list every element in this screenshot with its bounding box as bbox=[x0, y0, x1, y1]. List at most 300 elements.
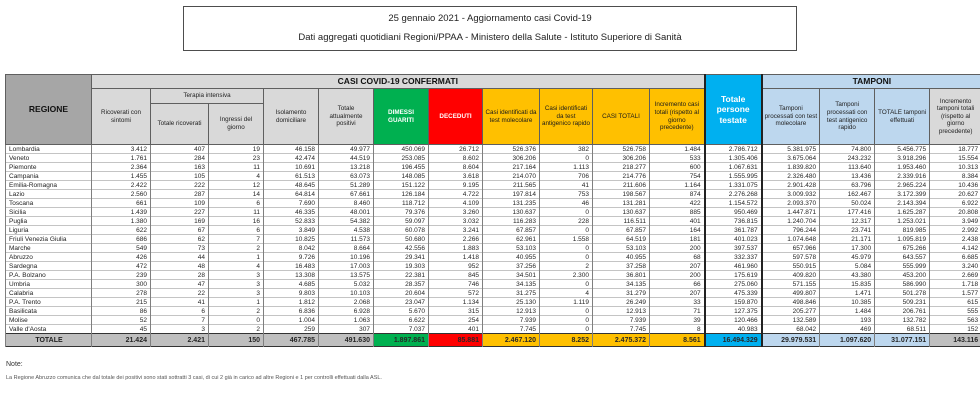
cell-casi_molecolare: 306.206 bbox=[483, 154, 540, 163]
table-row bbox=[6, 154, 980, 163]
cell-ricoverati: 1.761 bbox=[92, 154, 151, 163]
cell-tamponi_antigenico: 177.416 bbox=[820, 208, 875, 217]
cell-tamponi_antigenico: 1.097.620 bbox=[820, 334, 875, 347]
cell-totale_tamponi: 2.339.916 bbox=[875, 172, 930, 181]
cell-deceduti: 1.134 bbox=[429, 298, 483, 307]
cell-casi_totali: 36.801 bbox=[593, 271, 650, 280]
cell-ingressi_giorno: 3 bbox=[209, 271, 264, 280]
table-row bbox=[6, 253, 980, 262]
cell-dimessi: 7.037 bbox=[374, 325, 429, 334]
cell-incremento_casi: 1.484 bbox=[650, 145, 705, 154]
cell-casi_totali: 198.567 bbox=[593, 190, 650, 199]
cell-casi_molecolare: 214.070 bbox=[483, 172, 540, 181]
cell-casi_totali: 130.637 bbox=[593, 208, 650, 217]
cell-deceduti: 572 bbox=[429, 289, 483, 298]
cell-incremento_tamponi: 15.554 bbox=[930, 154, 980, 163]
cell-persone_testate: 332.337 bbox=[705, 253, 762, 262]
table-row bbox=[6, 325, 980, 334]
cell-incremento_tamponi: 20.808 bbox=[930, 208, 980, 217]
cell-ingressi_giorno: 19 bbox=[209, 145, 264, 154]
cell-persone_testate: 40.983 bbox=[705, 325, 762, 334]
cell-tamponi_molecolare: 68.042 bbox=[762, 325, 820, 334]
col-header-regione: REGIONE bbox=[6, 75, 92, 145]
cell-dimessi: 60.078 bbox=[374, 226, 429, 235]
cell-persone_testate: 120.466 bbox=[705, 316, 762, 325]
col-header-tamponi-molecolare: Tamponi processati con test molecolare bbox=[762, 89, 820, 145]
cell-attualmente_positivi: 8.664 bbox=[319, 244, 374, 253]
cell-incremento_casi: 39 bbox=[650, 316, 705, 325]
cell-casi_molecolare: 40.955 bbox=[483, 253, 540, 262]
cell-totale_tamponi: 509.231 bbox=[875, 298, 930, 307]
cell-casi_antigenico: 0 bbox=[540, 316, 593, 325]
cell-tamponi_antigenico: 1.471 bbox=[820, 289, 875, 298]
cell-ingressi_giorno: 1 bbox=[209, 253, 264, 262]
cell-attualmente_positivi: 10.196 bbox=[319, 253, 374, 262]
cell-incremento_tamponi: 615 bbox=[930, 298, 980, 307]
cell-casi_antigenico: 8.252 bbox=[540, 334, 593, 347]
cell-tamponi_antigenico: 162.467 bbox=[820, 190, 875, 199]
cell-casi_totali: 40.955 bbox=[593, 253, 650, 262]
cell-ingressi_giorno: 0 bbox=[209, 316, 264, 325]
col-header-terapia-intensiva: Terapia intensiva bbox=[151, 89, 264, 104]
cell-casi_totali: 214.776 bbox=[593, 172, 650, 181]
cell-deceduti: 845 bbox=[429, 271, 483, 280]
table-row bbox=[6, 235, 980, 244]
region-name: Puglia bbox=[6, 217, 92, 226]
cell-isolamento: 10.691 bbox=[264, 163, 319, 172]
table-row bbox=[6, 172, 980, 181]
cell-totale_tamponi: 31.077.151 bbox=[875, 334, 930, 347]
cell-totale_tamponi: 1.095.819 bbox=[875, 235, 930, 244]
col-header-incremento-tamponi: Incremento tamponi totali (rispetto al giorno precedente) bbox=[930, 89, 980, 145]
cell-totale_tamponi: 2.143.394 bbox=[875, 199, 930, 208]
cell-deceduti: 8.602 bbox=[429, 154, 483, 163]
cell-dimessi: 6.622 bbox=[374, 316, 429, 325]
cell-casi_molecolare: 2.467.120 bbox=[483, 334, 540, 347]
cell-tamponi_molecolare: 2.326.480 bbox=[762, 172, 820, 181]
region-name: Veneto bbox=[6, 154, 92, 163]
cell-totale_ricoverati: 28 bbox=[151, 271, 209, 280]
cell-dimessi: 1.897.861 bbox=[374, 334, 429, 347]
cell-tamponi_molecolare: 1.447.871 bbox=[762, 208, 820, 217]
cell-persone_testate: 1.305.406 bbox=[705, 154, 762, 163]
cell-deceduti: 26.712 bbox=[429, 145, 483, 154]
cell-ricoverati: 686 bbox=[92, 235, 151, 244]
cell-isolamento: 52.833 bbox=[264, 217, 319, 226]
cell-persone_testate: 950.469 bbox=[705, 208, 762, 217]
cell-casi_molecolare: 130.637 bbox=[483, 208, 540, 217]
cell-totale_ricoverati: 7 bbox=[151, 316, 209, 325]
cell-attualmente_positivi: 51.289 bbox=[319, 181, 374, 190]
cell-tamponi_antigenico: 74.800 bbox=[820, 145, 875, 154]
cell-dimessi: 29.341 bbox=[374, 253, 429, 262]
cell-casi_molecolare: 67.857 bbox=[483, 226, 540, 235]
cell-ricoverati: 1.380 bbox=[92, 217, 151, 226]
region-name: Umbria bbox=[6, 280, 92, 289]
cell-attualmente_positivi: 13.575 bbox=[319, 271, 374, 280]
cell-tamponi_antigenico: 50.024 bbox=[820, 199, 875, 208]
cell-incremento_tamponi: 6.685 bbox=[930, 253, 980, 262]
cell-totale_ricoverati: 47 bbox=[151, 280, 209, 289]
cell-attualmente_positivi: 307 bbox=[319, 325, 374, 334]
cell-incremento_tamponi: 8.384 bbox=[930, 172, 980, 181]
note-text: La Regione Abruzzo comunica che dal totale dei positivi sono stati sottratti 3 casi, di cui 2 già in carico ad altre Regioni e 1 per controlli effettuati dalla ASL. bbox=[6, 375, 382, 381]
cell-ricoverati: 300 bbox=[92, 280, 151, 289]
cell-persone_testate: 175.619 bbox=[705, 271, 762, 280]
cell-ricoverati: 239 bbox=[92, 271, 151, 280]
cell-ingressi_giorno: 3 bbox=[209, 289, 264, 298]
total-row bbox=[6, 334, 980, 347]
col-header-totale-tamponi: TOTALE tamponi effettuati bbox=[875, 89, 930, 145]
cell-attualmente_positivi: 54.382 bbox=[319, 217, 374, 226]
cell-casi_antigenico: 0 bbox=[540, 226, 593, 235]
region-name: Calabria bbox=[6, 289, 92, 298]
cell-casi_totali: 34.135 bbox=[593, 280, 650, 289]
cell-persone_testate: 159.870 bbox=[705, 298, 762, 307]
cell-ricoverati: 86 bbox=[92, 307, 151, 316]
col-header-casi-molecolare: Casi identificati da test molecolare bbox=[483, 89, 540, 145]
cell-tamponi_molecolare: 205.277 bbox=[762, 307, 820, 316]
cell-incremento_casi: 754 bbox=[650, 172, 705, 181]
cell-casi_molecolare: 526.376 bbox=[483, 145, 540, 154]
cell-casi_antigenico: 4 bbox=[540, 289, 593, 298]
cell-tamponi_molecolare: 498.846 bbox=[762, 298, 820, 307]
cell-incremento_tamponi: 2.669 bbox=[930, 271, 980, 280]
cell-attualmente_positivi: 67.661 bbox=[319, 190, 374, 199]
col-header-attualmente-positivi: Totale attualmente positivi bbox=[319, 89, 374, 145]
cell-totale_ricoverati: 62 bbox=[151, 235, 209, 244]
cell-persone_testate: 1.331.075 bbox=[705, 181, 762, 190]
cell-ingressi_giorno: 2 bbox=[209, 325, 264, 334]
cell-incremento_casi: 207 bbox=[650, 289, 705, 298]
banner-casi-confermati: CASI COVID-19 CONFERMATI bbox=[92, 75, 705, 89]
cell-ingressi_giorno: 6 bbox=[209, 226, 264, 235]
table-row bbox=[6, 217, 980, 226]
col-header-totale-ricoverati: Totale ricoverati bbox=[151, 104, 209, 145]
cell-tamponi_antigenico: 21.171 bbox=[820, 235, 875, 244]
cell-incremento_casi: 8 bbox=[650, 325, 705, 334]
cell-incremento_tamponi: 2.438 bbox=[930, 235, 980, 244]
cell-isolamento: 16.483 bbox=[264, 262, 319, 271]
region-name: Piemonte bbox=[6, 163, 92, 172]
region-name: Sicilia bbox=[6, 208, 92, 217]
cell-deceduti: 9.195 bbox=[429, 181, 483, 190]
cell-casi_totali: 131.281 bbox=[593, 199, 650, 208]
cell-casi_molecolare: 131.235 bbox=[483, 199, 540, 208]
table-row bbox=[6, 181, 980, 190]
cell-casi_antigenico: 46 bbox=[540, 199, 593, 208]
cell-isolamento: 10.825 bbox=[264, 235, 319, 244]
cell-tamponi_antigenico: 45.979 bbox=[820, 253, 875, 262]
cell-incremento_casi: 66 bbox=[650, 280, 705, 289]
cell-casi_antigenico: 41 bbox=[540, 181, 593, 190]
col-header-ricoverati: Ricoverati con sintomi bbox=[92, 89, 151, 145]
cell-attualmente_positivi: 10.103 bbox=[319, 289, 374, 298]
cell-tamponi_molecolare: 796.244 bbox=[762, 226, 820, 235]
cell-ricoverati: 1.455 bbox=[92, 172, 151, 181]
cell-ricoverati: 426 bbox=[92, 253, 151, 262]
cell-casi_totali: 67.857 bbox=[593, 226, 650, 235]
region-name: Basilicata bbox=[6, 307, 92, 316]
cell-deceduti: 3.241 bbox=[429, 226, 483, 235]
cell-tamponi_molecolare: 597.578 bbox=[762, 253, 820, 262]
cell-ricoverati: 472 bbox=[92, 262, 151, 271]
cell-incremento_casi: 33 bbox=[650, 298, 705, 307]
col-header-isolamento: Isolamento domiciliare bbox=[264, 89, 319, 145]
cell-ingressi_giorno: 2 bbox=[209, 307, 264, 316]
cell-persone_testate: 361.787 bbox=[705, 226, 762, 235]
cell-ingressi_giorno: 3 bbox=[209, 280, 264, 289]
cell-totale_ricoverati: 41 bbox=[151, 298, 209, 307]
cell-isolamento: 13.308 bbox=[264, 271, 319, 280]
cell-deceduti: 1.883 bbox=[429, 244, 483, 253]
cell-isolamento: 9.726 bbox=[264, 253, 319, 262]
region-name: TOTALE bbox=[6, 334, 92, 347]
cell-ricoverati: 2.560 bbox=[92, 190, 151, 199]
cell-casi_antigenico: 1.119 bbox=[540, 298, 593, 307]
cell-tamponi_antigenico: 1.484 bbox=[820, 307, 875, 316]
cell-casi_antigenico: 0 bbox=[540, 154, 593, 163]
table-row bbox=[6, 190, 980, 199]
cell-tamponi_antigenico: 243.232 bbox=[820, 154, 875, 163]
cell-dimessi: 28.357 bbox=[374, 280, 429, 289]
region-name: Abruzzo bbox=[6, 253, 92, 262]
cell-isolamento: 61.513 bbox=[264, 172, 319, 181]
cell-isolamento: 46.158 bbox=[264, 145, 319, 154]
cell-ricoverati: 45 bbox=[92, 325, 151, 334]
cell-incremento_casi: 164 bbox=[650, 226, 705, 235]
cell-ingressi_giorno: 4 bbox=[209, 262, 264, 271]
cell-attualmente_positivi: 8.460 bbox=[319, 199, 374, 208]
region-name: P.A. Trento bbox=[6, 298, 92, 307]
cell-tamponi_antigenico: 469 bbox=[820, 325, 875, 334]
cell-casi_totali: 306.206 bbox=[593, 154, 650, 163]
cell-ingressi_giorno: 16 bbox=[209, 217, 264, 226]
table-row bbox=[6, 298, 980, 307]
cell-dimessi: 22.381 bbox=[374, 271, 429, 280]
cell-casi_molecolare: 34.501 bbox=[483, 271, 540, 280]
cell-totale_ricoverati: 284 bbox=[151, 154, 209, 163]
cell-attualmente_positivi: 63.073 bbox=[319, 172, 374, 181]
cell-totale_tamponi: 2.965.224 bbox=[875, 181, 930, 190]
cell-tamponi_antigenico: 13.436 bbox=[820, 172, 875, 181]
table-row bbox=[6, 262, 980, 271]
cell-casi_antigenico: 0 bbox=[540, 208, 593, 217]
cell-isolamento: 64.814 bbox=[264, 190, 319, 199]
region-name: Friuli Venezia Giulia bbox=[6, 235, 92, 244]
cell-deceduti: 8.604 bbox=[429, 163, 483, 172]
cell-persone_testate: 401.023 bbox=[705, 235, 762, 244]
cell-persone_testate: 16.494.329 bbox=[705, 334, 762, 347]
cell-persone_testate: 475.339 bbox=[705, 289, 762, 298]
cell-totale_ricoverati: 3 bbox=[151, 325, 209, 334]
cell-casi_molecolare: 116.283 bbox=[483, 217, 540, 226]
region-name: Lazio bbox=[6, 190, 92, 199]
cell-incremento_tamponi: 2.992 bbox=[930, 226, 980, 235]
cell-tamponi_molecolare: 499.807 bbox=[762, 289, 820, 298]
cell-ricoverati: 661 bbox=[92, 199, 151, 208]
cell-tamponi_antigenico: 43.380 bbox=[820, 271, 875, 280]
cell-casi_molecolare: 31.275 bbox=[483, 289, 540, 298]
cell-incremento_tamponi: 3.949 bbox=[930, 217, 980, 226]
cell-persone_testate: 461.960 bbox=[705, 262, 762, 271]
cell-deceduti: 3.032 bbox=[429, 217, 483, 226]
cell-totale_ricoverati: 67 bbox=[151, 226, 209, 235]
cell-casi_molecolare: 217.164 bbox=[483, 163, 540, 172]
cell-tamponi_antigenico: 63.796 bbox=[820, 181, 875, 190]
cell-casi_antigenico: 753 bbox=[540, 190, 593, 199]
cell-casi_molecolare: 7.939 bbox=[483, 316, 540, 325]
cell-ricoverati: 215 bbox=[92, 298, 151, 307]
cell-persone_testate: 397.537 bbox=[705, 244, 762, 253]
cell-ingressi_giorno: 2 bbox=[209, 244, 264, 253]
cell-isolamento: 48.645 bbox=[264, 181, 319, 190]
cell-ingressi_giorno: 7 bbox=[209, 235, 264, 244]
cell-casi_antigenico: 706 bbox=[540, 172, 593, 181]
cell-totale_ricoverati: 169 bbox=[151, 217, 209, 226]
cell-ricoverati: 52 bbox=[92, 316, 151, 325]
cell-incremento_tamponi: 152 bbox=[930, 325, 980, 334]
cell-deceduti: 4.109 bbox=[429, 199, 483, 208]
cell-isolamento: 4.685 bbox=[264, 280, 319, 289]
cell-totale_tamponi: 675.266 bbox=[875, 244, 930, 253]
cell-totale_ricoverati: 163 bbox=[151, 163, 209, 172]
region-name: Lombardia bbox=[6, 145, 92, 154]
table-row bbox=[6, 280, 980, 289]
region-name: P.A. Bolzano bbox=[6, 271, 92, 280]
cell-tamponi_molecolare: 657.966 bbox=[762, 244, 820, 253]
table-row bbox=[6, 289, 980, 298]
cell-totale_ricoverati: 44 bbox=[151, 253, 209, 262]
cell-isolamento: 9.803 bbox=[264, 289, 319, 298]
cell-ingressi_giorno: 14 bbox=[209, 190, 264, 199]
cell-casi_antigenico: 382 bbox=[540, 145, 593, 154]
cell-dimessi: 59.097 bbox=[374, 217, 429, 226]
cell-dimessi: 450.069 bbox=[374, 145, 429, 154]
cell-incremento_casi: 885 bbox=[650, 208, 705, 217]
cell-attualmente_positivi: 13.218 bbox=[319, 163, 374, 172]
cell-ingressi_giorno: 150 bbox=[209, 334, 264, 347]
cell-tamponi_molecolare: 571.155 bbox=[762, 280, 820, 289]
cell-deceduti: 401 bbox=[429, 325, 483, 334]
table-row bbox=[6, 271, 980, 280]
col-header-tamponi-antigenico: Tamponi processati con test antigenico rapido bbox=[820, 89, 875, 145]
cell-ingressi_giorno: 4 bbox=[209, 172, 264, 181]
cell-tamponi_antigenico: 193 bbox=[820, 316, 875, 325]
cell-ingressi_giorno: 11 bbox=[209, 208, 264, 217]
region-name: Molise bbox=[6, 316, 92, 325]
region-name: Toscana bbox=[6, 199, 92, 208]
cell-totale_ricoverati: 109 bbox=[151, 199, 209, 208]
cell-totale_ricoverati: 287 bbox=[151, 190, 209, 199]
col-header-persone-testate: Totale persone testate bbox=[705, 75, 762, 145]
cell-totale_tamponi: 453.200 bbox=[875, 271, 930, 280]
cell-incremento_casi: 1.164 bbox=[650, 181, 705, 190]
cell-ricoverati: 2.364 bbox=[92, 163, 151, 172]
cell-incremento_tamponi: 143.116 bbox=[930, 334, 980, 347]
cell-casi_antigenico: 2 bbox=[540, 262, 593, 271]
cell-casi_totali: 218.277 bbox=[593, 163, 650, 172]
cell-attualmente_positivi: 49.977 bbox=[319, 145, 374, 154]
cell-totale_tamponi: 3.918.296 bbox=[875, 154, 930, 163]
region-name: Sardegna bbox=[6, 262, 92, 271]
cell-incremento_tamponi: 4.142 bbox=[930, 244, 980, 253]
cell-persone_testate: 275.060 bbox=[705, 280, 762, 289]
cell-totale_tamponi: 586.990 bbox=[875, 280, 930, 289]
cell-dimessi: 151.122 bbox=[374, 181, 429, 190]
table-row bbox=[6, 208, 980, 217]
cell-tamponi_molecolare: 409.820 bbox=[762, 271, 820, 280]
cell-casi_molecolare: 53.103 bbox=[483, 244, 540, 253]
cell-casi_antigenico: 0 bbox=[540, 325, 593, 334]
table-row bbox=[6, 244, 980, 253]
cell-attualmente_positivi: 6.928 bbox=[319, 307, 374, 316]
cell-casi_antigenico: 0 bbox=[540, 253, 593, 262]
cell-tamponi_antigenico: 17.300 bbox=[820, 244, 875, 253]
cell-ingressi_giorno: 23 bbox=[209, 154, 264, 163]
cell-deceduti: 3.260 bbox=[429, 208, 483, 217]
cell-tamponi_molecolare: 2.901.428 bbox=[762, 181, 820, 190]
cell-casi_antigenico: 1.113 bbox=[540, 163, 593, 172]
cell-incremento_casi: 8.561 bbox=[650, 334, 705, 347]
cell-attualmente_positivi: 2.068 bbox=[319, 298, 374, 307]
cell-attualmente_positivi: 491.630 bbox=[319, 334, 374, 347]
cell-dimessi: 50.680 bbox=[374, 235, 429, 244]
cell-attualmente_positivi: 44.519 bbox=[319, 154, 374, 163]
cell-totale_ricoverati: 48 bbox=[151, 262, 209, 271]
table-row bbox=[6, 307, 980, 316]
region-name: Marche bbox=[6, 244, 92, 253]
cell-ingressi_giorno: 1 bbox=[209, 298, 264, 307]
col-header-ingressi-giorno: Ingressi del giorno bbox=[209, 104, 264, 145]
cell-deceduti: 746 bbox=[429, 280, 483, 289]
cell-dimessi: 20.604 bbox=[374, 289, 429, 298]
cell-tamponi_molecolare: 1.839.820 bbox=[762, 163, 820, 172]
cell-persone_testate: 127.375 bbox=[705, 307, 762, 316]
region-name: Emilia-Romagna bbox=[6, 181, 92, 190]
table-row bbox=[6, 199, 980, 208]
footer-notes bbox=[6, 361, 980, 381]
cell-isolamento: 467.785 bbox=[264, 334, 319, 347]
cell-dimessi: 5.670 bbox=[374, 307, 429, 316]
report-title: 25 gennaio 2021 - Aggiornamento casi Covid-19 bbox=[388, 13, 592, 24]
cell-tamponi_molecolare: 1.074.648 bbox=[762, 235, 820, 244]
cell-attualmente_positivi: 17.003 bbox=[319, 262, 374, 271]
cell-isolamento: 3.849 bbox=[264, 226, 319, 235]
cell-incremento_tamponi: 1.577 bbox=[930, 289, 980, 298]
cell-persone_testate: 1.154.572 bbox=[705, 199, 762, 208]
cell-totale_ricoverati: 105 bbox=[151, 172, 209, 181]
cell-casi_antigenico: 1.558 bbox=[540, 235, 593, 244]
cell-ingressi_giorno: 11 bbox=[209, 163, 264, 172]
cell-casi_molecolare: 211.565 bbox=[483, 181, 540, 190]
cell-ricoverati: 1.439 bbox=[92, 208, 151, 217]
cell-totale_tamponi: 3.172.399 bbox=[875, 190, 930, 199]
cell-deceduti: 315 bbox=[429, 307, 483, 316]
cell-casi_molecolare: 37.256 bbox=[483, 262, 540, 271]
cell-casi_totali: 211.606 bbox=[593, 181, 650, 190]
cell-tamponi_molecolare: 5.381.975 bbox=[762, 145, 820, 154]
cell-dimessi: 196.455 bbox=[374, 163, 429, 172]
table-row bbox=[6, 145, 980, 154]
cell-totale_tamponi: 643.557 bbox=[875, 253, 930, 262]
cell-casi_antigenico: 0 bbox=[540, 280, 593, 289]
cell-casi_totali: 7.939 bbox=[593, 316, 650, 325]
cell-incremento_casi: 71 bbox=[650, 307, 705, 316]
cell-casi_molecolare: 197.814 bbox=[483, 190, 540, 199]
cell-ingressi_giorno: 12 bbox=[209, 181, 264, 190]
cell-tamponi_antigenico: 23.741 bbox=[820, 226, 875, 235]
